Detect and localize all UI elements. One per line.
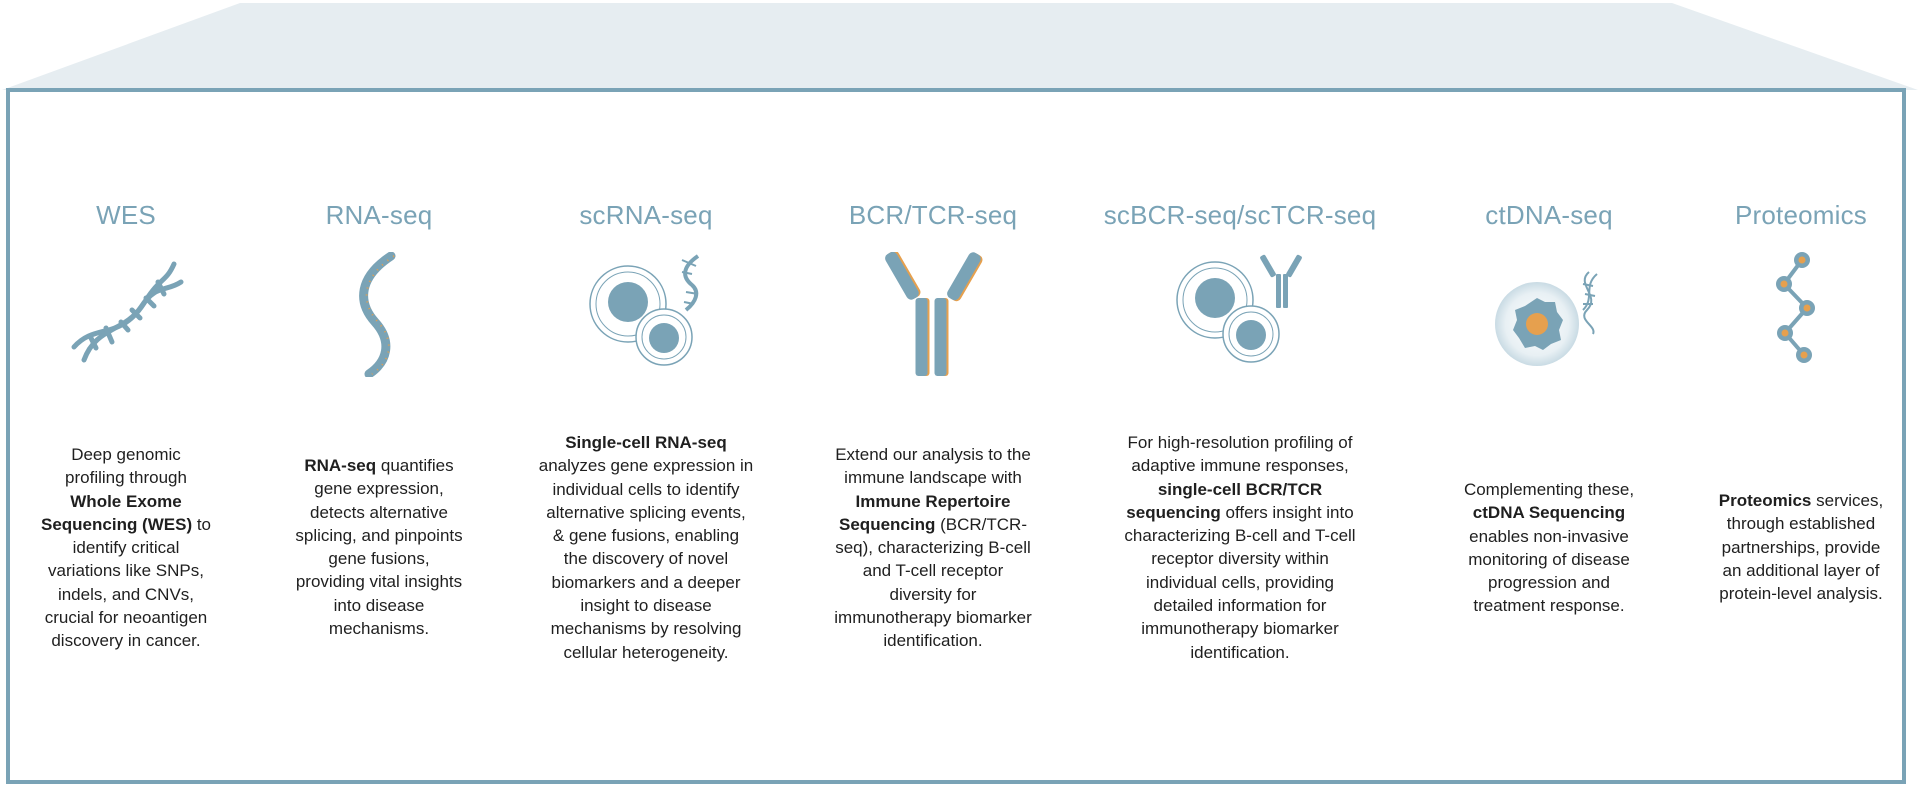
service-column-ctdna-seq <box>1424 92 1674 782</box>
rna-strand-icon <box>339 252 419 382</box>
service-title: BCR/TCR-seq <box>848 200 1018 230</box>
service-title: scBCR-seq/scTCR-seq <box>1103 200 1377 230</box>
service-column-rna-seq <box>254 92 504 782</box>
service-description: Deep genomic profiling through Whole Exome Sequencing (WES) to identify critical variations like SNPs, indels, and CNVs, crucial for neoantigen discovery in cancer. <box>40 445 212 651</box>
service-column-wes <box>1 92 251 782</box>
service-title: RNA-seq <box>325 200 433 230</box>
dna-helix-icon <box>66 252 186 377</box>
circulating-tumor-dna-icon <box>1489 252 1609 382</box>
single-cell-receptor-icon <box>1175 252 1305 382</box>
service-description: Single-cell RNA-seq analyzes gene expression in individual cells to identify alternative splicing events, & gene fusions, enabling the discovery of novel biomarkers and a deeper insight to disease mechanisms by resolving cellular heterogeneity. <box>538 433 754 662</box>
service-description: RNA-seq quantifies gene expression, detects alternative splicing, and pinpoints gene fusions, providing vital insights into disease mechanisms. <box>295 456 463 639</box>
service-title: WES <box>96 200 156 230</box>
service-description: Extend our analysis to the immune landscape with Immune Repertoire Sequencing (BCR/TCR- seq), characterizing B-cell and T-cell receptor diversity for immunotherapy biomarker identification. <box>834 445 1032 651</box>
service-title: ctDNA-seq <box>1485 200 1613 230</box>
service-column-scrna-seq <box>521 92 771 782</box>
service-description: Proteomics services, through established partnerships, provide an additional layer of protein-level analysis. <box>1718 491 1884 604</box>
roof-banner <box>0 0 1920 92</box>
services-panel <box>6 88 1906 784</box>
antibody-icon <box>876 252 991 382</box>
single-cell-rna-icon <box>586 252 706 382</box>
protein-chain-icon <box>1771 252 1831 382</box>
service-column-proteomics <box>1687 92 1915 782</box>
service-column-bcr-tcr-seq <box>808 92 1058 782</box>
service-column-scbcr-sctcr-seq <box>1100 92 1380 782</box>
service-description: Complementing these, ctDNA Sequencing enables non-invasive monitoring of disease progression and treatment response. <box>1463 480 1635 616</box>
service-title: scRNA-seq <box>579 200 713 230</box>
service-title: Proteomics <box>1734 200 1868 230</box>
service-description: For high-resolution profiling of adaptive immune responses, single-cell BCR/TCR sequencing offers insight into characterizing B-cell and T-cell receptor diversity within individual cells, providing detailed information for immunotherapy biomarker identification. <box>1124 433 1356 662</box>
